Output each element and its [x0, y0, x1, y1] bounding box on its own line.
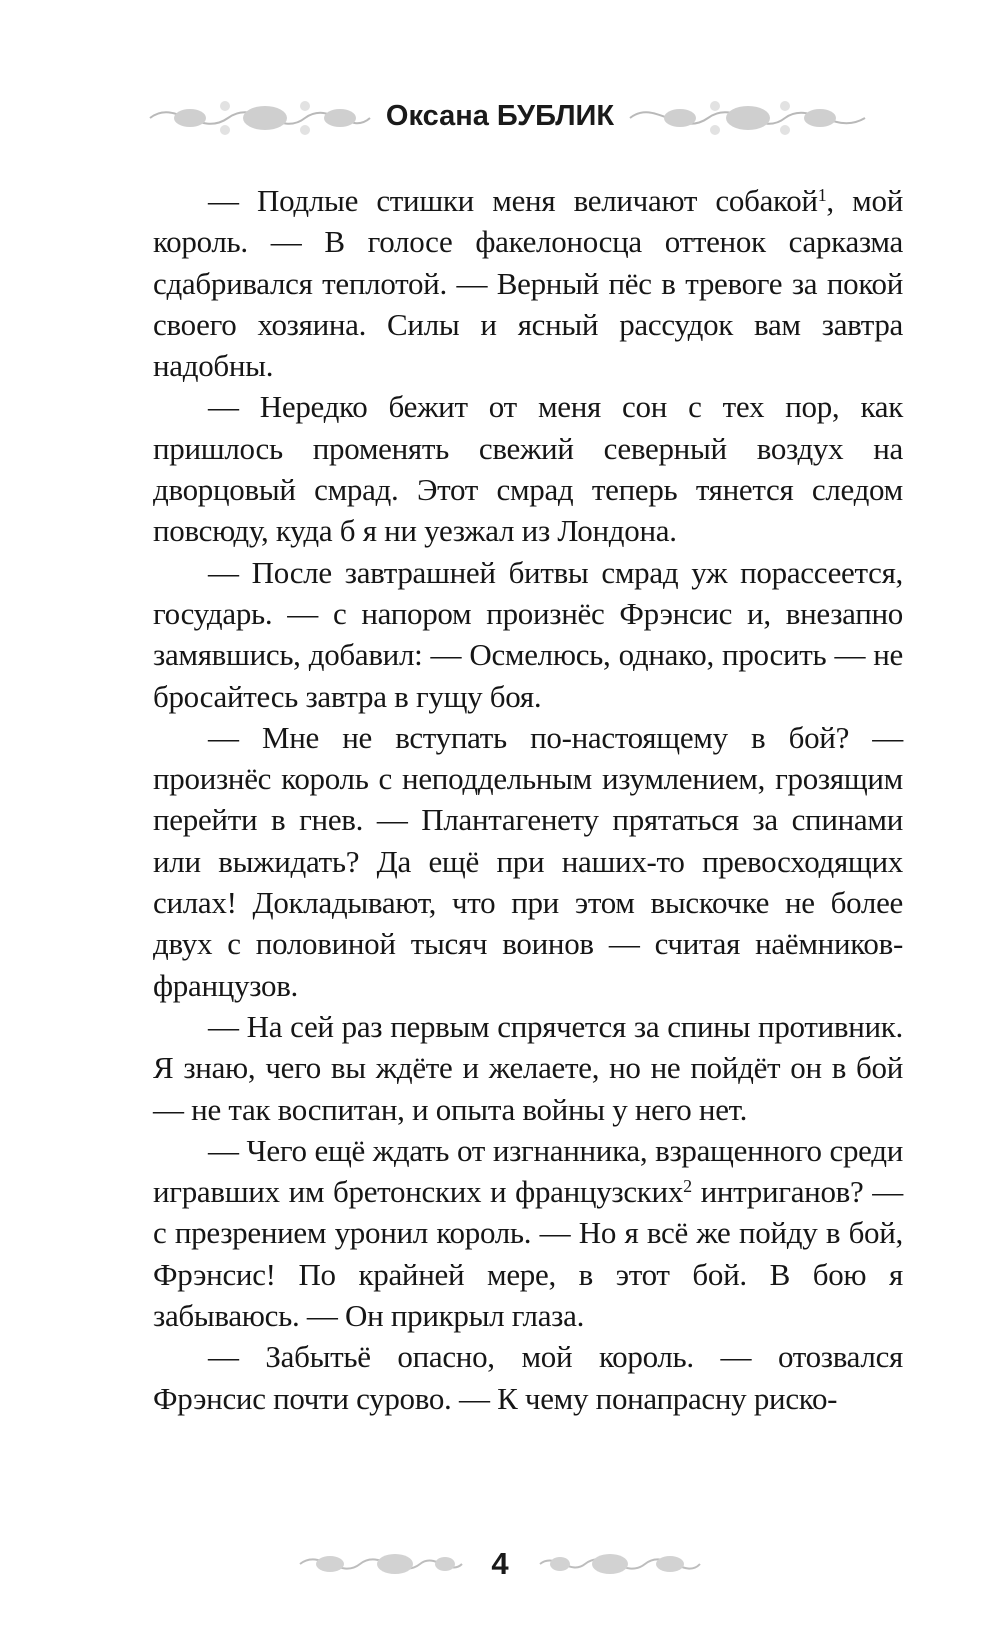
paragraph: — Мне не вступать по-настоящему в бой? — произнёс король с неподдельным изумлением, грозящим перейти в гнев. — Плантагенету прятаться за спинами или выжидать? Да ещё при наших-то превосходящих силах! Докладывают, что при этом выскочке не более двух с половиной тысяч воинов — считая наёмников-французов. — [153, 719, 903, 1003]
running-header — [0, 80, 1000, 160]
paragraph: — Нередко бежит от меня сон с тех пор, как пришлось променять свежий северный воздух на дворцовый смрад. Этот смрад теперь тянется следом повсюду, куда б я ни уезжал из Лондона. — [153, 389, 903, 549]
paragraph: — После завтрашней битвы смрад уж порассеется, государь. — с напором произнёс Фрэнсис и, внезапно замявшись, добавил: — Осмелюсь, однако, просить — не бросайтесь завтра в гущу боя. — [153, 554, 903, 714]
page-footer — [0, 1530, 1000, 1610]
page-number: 4 — [491, 1546, 509, 1581]
footnote-marker: 1 — [817, 185, 827, 205]
paragraph: — Подлые стишки меня величают собакой$^1$, мой король. — В голосе факелоносца оттенок сарказма сдабривался теплотой. — Верный пёс в тревоге за покой своего хозяина. Силы и ясный рассудок вам завтра надобны. — [153, 183, 903, 384]
paragraph: — Забытьё опасно, мой король. — отозвался Фрэнсис почти сурово. — К чему понапрасну риско- — [153, 1339, 903, 1416]
body-text — [153, 180, 903, 1419]
running-title: Оксана БУБЛИК — [385, 100, 615, 132]
paragraph: — Чего ещё ждать от изгнанника, взращенного среди игравших им бретонских и французских$^2$ интриганов? — с презрением уронил король. — Но я всё же пойду в бой, Фрэнсис! По крайней мере, в этот бой. В бою я забываюсь. — Он прикрыл глаза. — [153, 1132, 903, 1334]
paragraph: — На сей раз первым спрячется за спины противник. Я знаю, чего вы ждёте и желаете, но не пойдёт он в бой — не так воспитан, и опыта войны у него нет. — [153, 1008, 903, 1127]
footnote-marker: 2 — [683, 1176, 692, 1197]
